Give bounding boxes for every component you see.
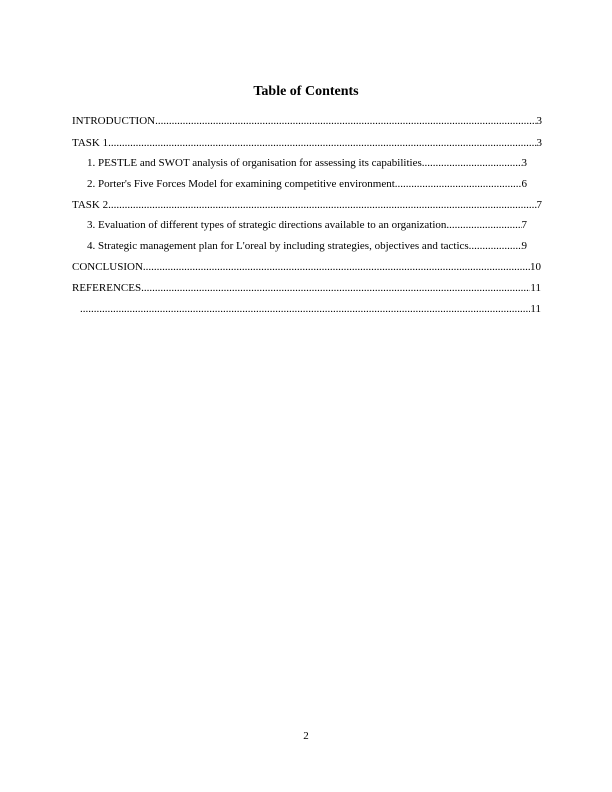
toc-entry-page: 11: [530, 303, 541, 315]
toc-entry-page: 6: [521, 178, 527, 190]
toc-entry-label: INTRODUCTION: [72, 115, 156, 127]
toc-entry-label: 2. Porter's Five Forces Model for examining competitive environment: [87, 178, 395, 190]
toc-entry-page: 11: [530, 282, 541, 294]
toc-entry-label: CONCLUSION: [72, 261, 143, 273]
toc-entry-task-2[interactable]: [72, 198, 542, 212]
toc-entry-introduction[interactable]: [72, 114, 542, 128]
toc-entry-label: 4. Strategic management plan for L'oreal by including strategies, objectives and tactics.: [87, 240, 472, 252]
dot-leader: [471, 239, 521, 253]
toc-entry-page: 7: [521, 219, 527, 231]
toc-entry-page: 9: [521, 240, 527, 252]
dot-leader: [395, 177, 522, 191]
toc-entry-unlabeled[interactable]: [80, 302, 541, 316]
toc-entry-page: 3: [521, 157, 527, 169]
toc-entry-page: 10: [530, 261, 541, 273]
toc-entry-porters-five-forces[interactable]: [87, 177, 527, 191]
toc-entry-conclusion[interactable]: [72, 260, 541, 274]
dot-leader: [446, 218, 521, 232]
toc-entry-label: 3. Evaluation of different types of strategic directions available to an organization: [87, 219, 447, 231]
dot-leader: [143, 260, 530, 274]
toc-entry-strategic-directions[interactable]: [87, 218, 527, 232]
toc-entry-label: 1. PESTLE and SWOT analysis of organisation for assessing its capabilities: [87, 157, 422, 169]
toc-entry-page: 7: [536, 199, 542, 211]
dot-leader: [108, 136, 536, 150]
toc-entry-label: REFERENCES: [72, 282, 142, 294]
toc-entry-strategic-management-plan[interactable]: [87, 239, 527, 253]
toc-entry-page: 3: [536, 137, 542, 149]
toc-entry-label: TASK 2: [72, 199, 109, 211]
toc-entry-page: 3: [536, 115, 542, 127]
dot-leader: [80, 302, 530, 316]
page-number: 2: [303, 730, 309, 742]
toc-title: Table of Contents: [253, 84, 359, 99]
toc-entry-task-1[interactable]: [72, 136, 542, 150]
dot-leader: [155, 114, 536, 128]
toc-entry-label: TASK 1: [72, 137, 109, 149]
dot-leader: [108, 198, 536, 212]
dot-leader: [422, 156, 522, 170]
toc-entry-pestle-swot[interactable]: [87, 156, 527, 170]
toc-entry-references[interactable]: [72, 281, 541, 295]
dot-leader: [141, 281, 530, 295]
